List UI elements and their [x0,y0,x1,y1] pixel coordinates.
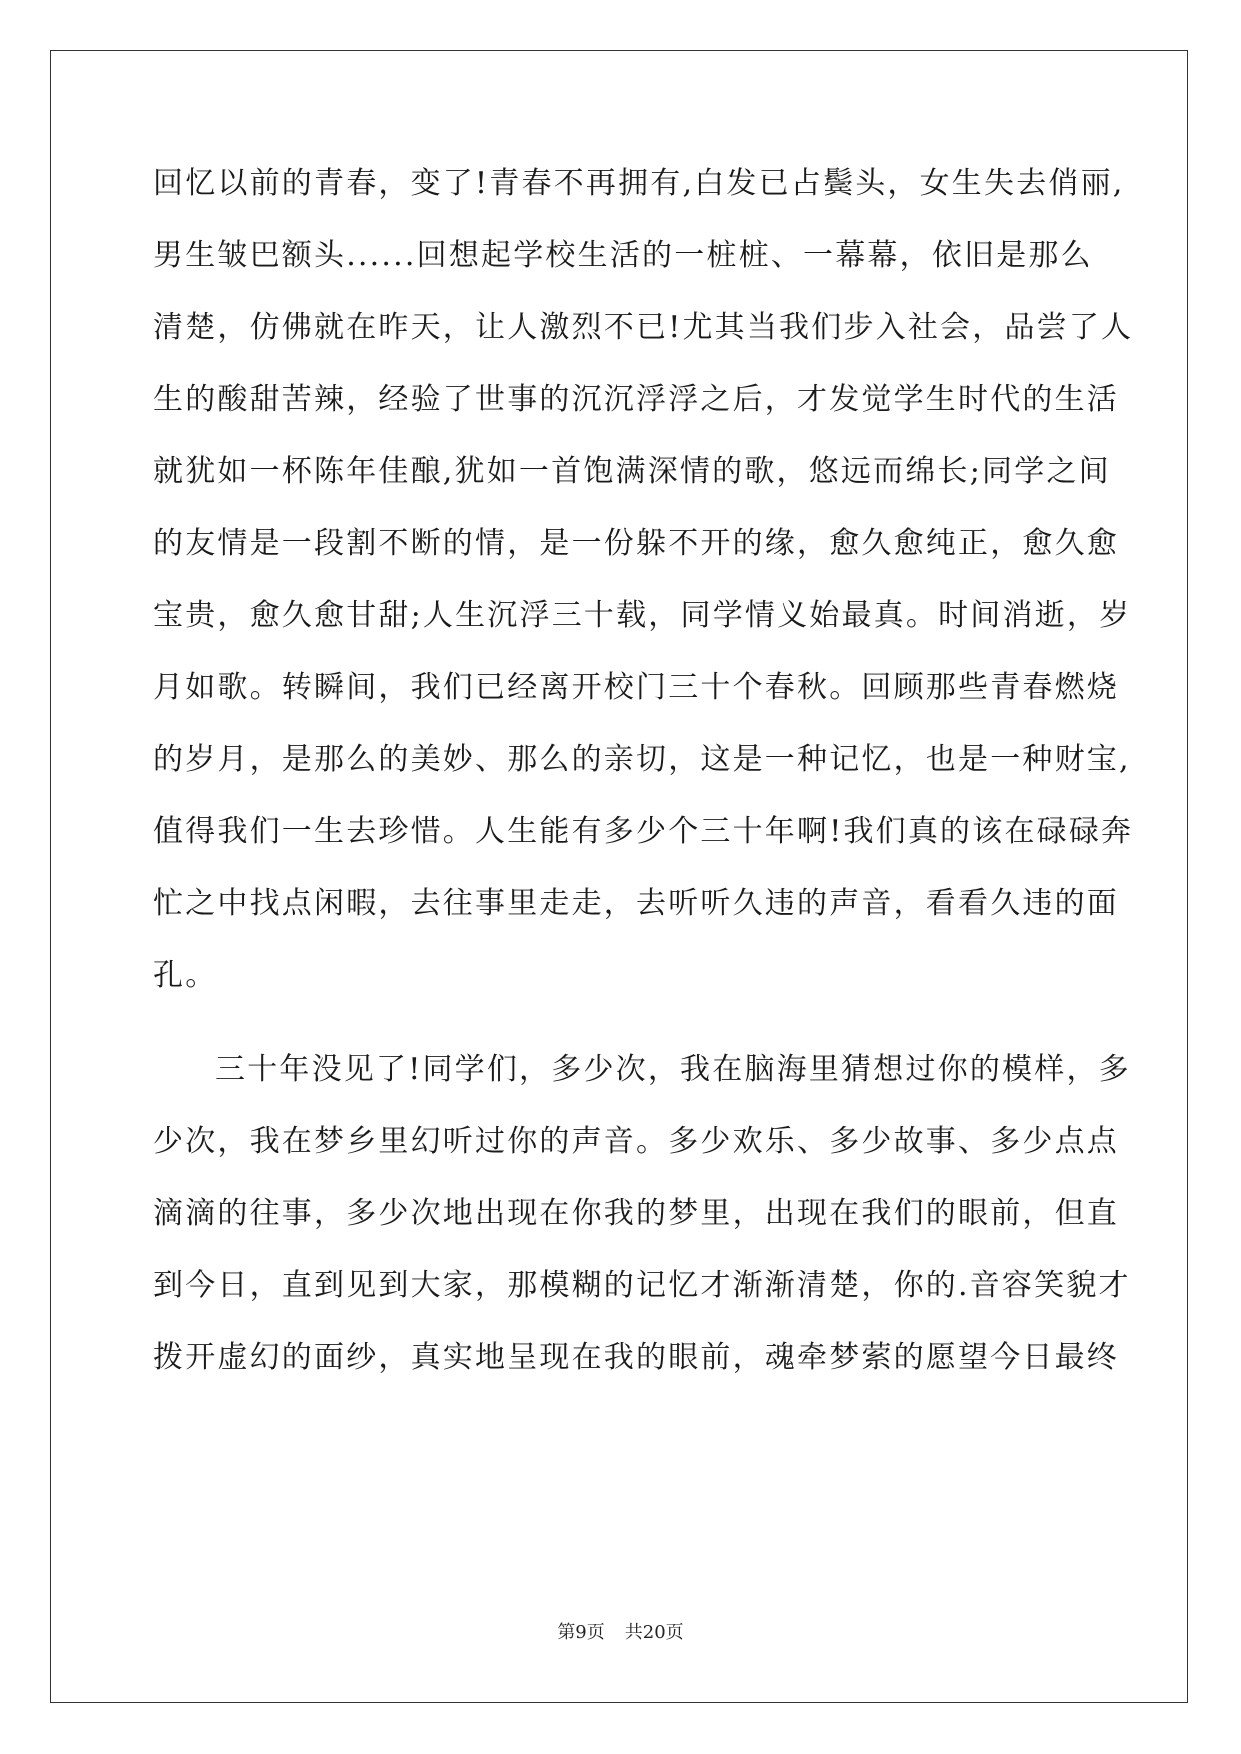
text-line-14: 少次，我在梦乡里幻听过你的声音。多少欢乐、多少故事、多少点点 [153,1124,1119,1159]
text-line-4: 生的酸甜苦辣，经验了世事的沉沉浮浮之后，才发觉学生时代的生活 [153,382,1119,417]
page-number: 第9页 [557,1622,605,1643]
text-line-13: 三十年没见了!同学们，多少次，我在脑海里猜想过你的模样，多 [215,1052,1131,1087]
text-line-2: 男生皱巴额头......回想起学校生活的一桩桩、一幕幕，依旧是那么 [153,238,1093,273]
body-text [153,162,1134,1408]
text-line-16: 到今日，直到见到大家，那模糊的记忆才渐渐清楚，你的.音容笑貌才 [153,1268,1131,1303]
text-line-1: 回忆以前的青春，变了!青春不再拥有,白发已占鬓头，女生失去俏丽, [153,166,1125,201]
page-footer [0,1618,1241,1644]
text-line-9: 的岁月，是那么的美妙、那么的亲切，这是一种记忆，也是一种财宝, [153,742,1131,777]
text-line-8: 月如歌。转瞬间，我们已经离开校门三十个春秋。回顾那些青春燃烧 [153,670,1119,705]
text-line-17: 拨开虚幻的面纱，真实地呈现在我的眼前，魂牵梦萦的愿望今日最终 [153,1340,1119,1375]
text-line-5: 就犹如一杯陈年佳酿,犹如一首饱满深情的歌，悠远而绵长;同学之间 [153,454,1111,489]
text-line-15: 滴滴的往事，多少次地出现在你我的梦里，出现在我们的眼前，但直 [153,1196,1119,1231]
page-total: 共20页 [624,1622,684,1643]
text-line-11: 忙之中找点闲暇，去往事里走走，去听听久违的声音，看看久违的面 [153,886,1119,921]
text-line-12: 孔。 [153,958,218,993]
text-line-3: 清楚，仿佛就在昨天，让人激烈不已!尤其当我们步入社会，品尝了人 [153,310,1134,345]
text-line-10: 值得我们一生去珍惜。人生能有多少个三十年啊!我们真的该在碌碌奔 [153,814,1134,849]
text-line-7: 宝贵，愈久愈甘甜;人生沉浮三十载，同学情义始最真。时间消逝，岁 [153,598,1132,633]
text-line-6: 的友情是一段割不断的情，是一份躲不开的缘，愈久愈纯正，愈久愈 [153,526,1119,561]
